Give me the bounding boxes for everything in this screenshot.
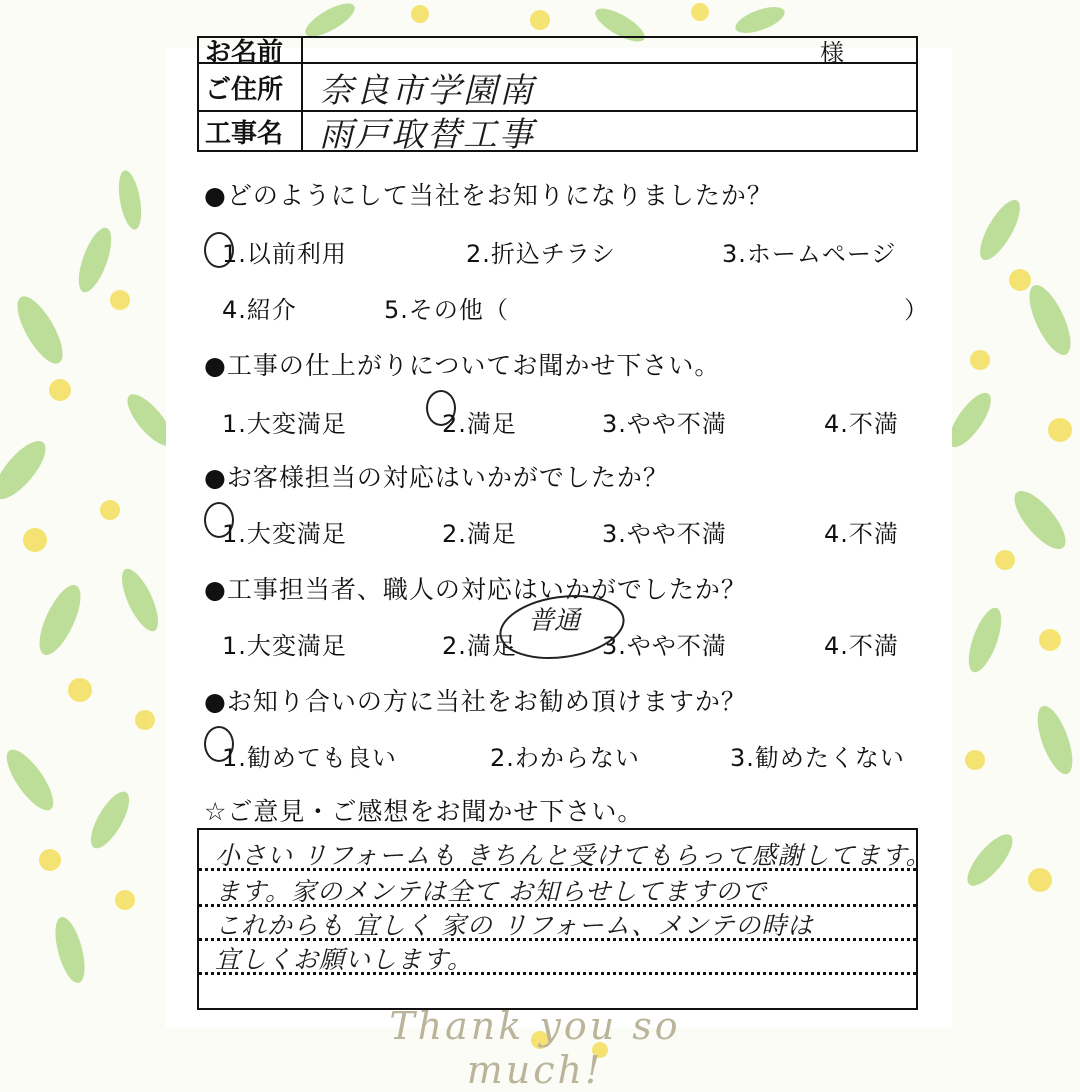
comment-line-3: これからも 宜しく 家の リフォーム、メンテの時は xyxy=(215,911,814,940)
work-label: 工事名 xyxy=(199,112,303,150)
q2-option-2[interactable]: 2.満足 xyxy=(442,410,517,438)
q2-option-1[interactable]: 1.大変満足 xyxy=(222,410,347,438)
q3-option-3[interactable]: 3.やや不満 xyxy=(602,520,727,548)
q5-option-1[interactable]: 1.勧めても良い xyxy=(222,744,397,772)
comments-box[interactable] xyxy=(197,828,932,1010)
q4-handwritten-note: 普通 xyxy=(528,606,581,636)
q3-option-2[interactable]: 2.満足 xyxy=(442,520,517,548)
q4-option-4[interactable]: 4.不満 xyxy=(824,632,899,660)
question-2: ●工事の仕上がりについてお聞かせ下さい。 xyxy=(204,351,721,380)
q1-option-1[interactable]: 1.以前利用 xyxy=(222,240,347,268)
q3-option-1[interactable]: 1.大変満足 xyxy=(222,520,347,548)
address-row xyxy=(197,62,918,112)
q3-option-4[interactable]: 4.不満 xyxy=(824,520,899,548)
question-5: ●お知り合いの方に当社をお勧め頂けますか？ xyxy=(204,687,747,716)
q4-option-3[interactable]: 3.やや不満 xyxy=(602,632,727,660)
comment-line-2: ます。家のメンテは全て お知らせしてますので xyxy=(215,877,768,906)
question-3: ●お客様担当の対応はいかがでしたか？ xyxy=(204,463,669,492)
q1-option-3[interactable]: 3.ホームページ xyxy=(722,240,897,268)
comments-heading: ☆ご意見・ご感想をお聞かせ下さい。 xyxy=(204,797,644,826)
address-label: ご住所 xyxy=(199,64,303,110)
q4-option-2[interactable]: 2.満足 xyxy=(442,632,517,660)
q1-option-4[interactable]: 4.紹介 xyxy=(222,296,297,324)
q1-option-2[interactable]: 2.折込チラシ xyxy=(466,240,616,268)
q5-option-2[interactable]: 2.わからない xyxy=(490,744,640,772)
question-4: ●工事担当者、職人の対応はいかがでしたか？ xyxy=(204,575,747,604)
name-suffix: 様 xyxy=(820,38,846,67)
name-label: お名前 xyxy=(199,38,303,62)
q5-option-3[interactable]: 3.勧めたくない xyxy=(730,744,905,772)
name-row xyxy=(197,36,918,68)
work-row xyxy=(197,110,918,155)
q1-other-close: ） xyxy=(904,296,929,324)
work-value: 雨戸取替工事 xyxy=(319,114,535,155)
address-value: 奈良市学園南 xyxy=(319,70,535,111)
q2-option-4[interactable]: 4.不満 xyxy=(824,410,899,438)
comment-line-4: 宜しくお願いします。 xyxy=(215,945,474,974)
q4-option-1[interactable]: 1.大変満足 xyxy=(222,632,347,660)
q1-option-5[interactable]: 5.その他（ xyxy=(384,296,509,324)
question-1: ●どのようにして当社をお知りになりましたか？ xyxy=(204,181,773,210)
q2-option-3[interactable]: 3.やや不満 xyxy=(602,410,727,438)
thank-you-text: Thank you so much! xyxy=(389,1004,681,1092)
comment-line-1: 小さい リフォームも きちんと受けてもらって感謝してます。 xyxy=(215,841,932,870)
